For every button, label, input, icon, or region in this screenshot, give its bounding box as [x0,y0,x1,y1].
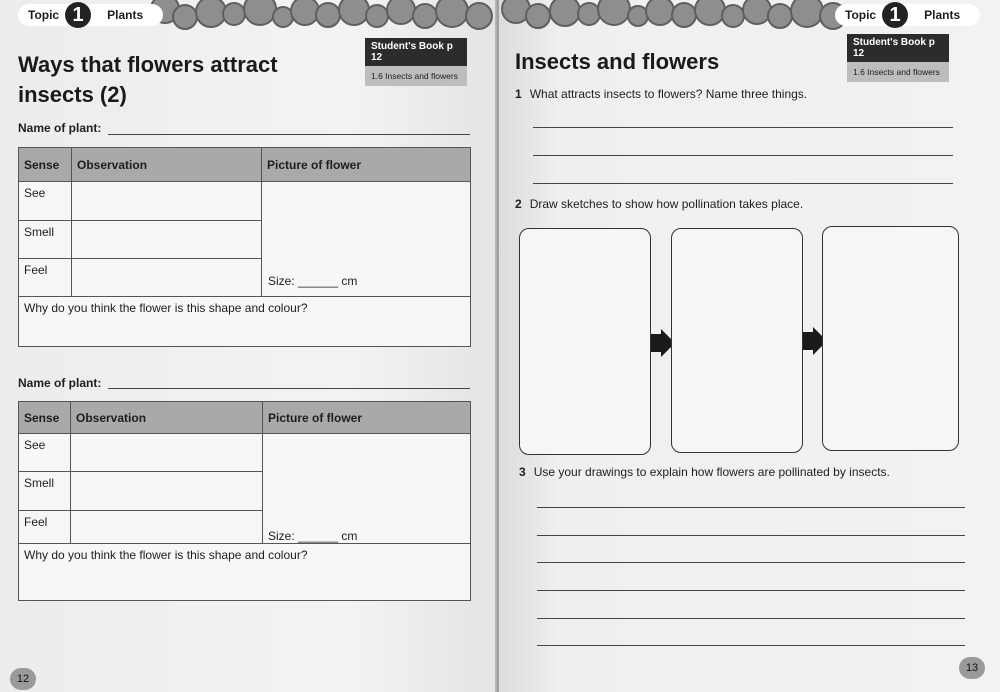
header-observation: Observation [72,148,262,182]
question-text: Draw sketches to show how pollination takes place. [529,197,804,211]
ref-book: Student's Book p 12 [365,38,467,66]
topic-label: Topic [845,8,877,22]
row-sense-feel: Feel [19,511,71,544]
observation-cell[interactable] [72,221,262,259]
answer-line[interactable] [533,127,953,128]
question-number: 3 [519,465,526,479]
observation-table [18,147,471,347]
size-label: Size: ______ cm [268,529,358,543]
right-page [499,0,1000,692]
topic-badge [18,4,163,26]
page-number: 12 [10,668,36,690]
topic-name: Plants [97,6,153,24]
topic-label: Topic [28,8,60,22]
answer-line[interactable] [537,535,965,536]
answer-line[interactable] [533,183,953,184]
answer-line[interactable] [537,590,965,591]
answer-line[interactable] [537,507,965,508]
size-label: Size: ______ cm [268,274,358,288]
answer-line[interactable] [537,645,965,646]
header-sense: Sense [19,148,72,182]
sketch-box-3[interactable] [822,226,959,451]
observation-table [18,401,471,601]
row-sense-smell: Smell [19,472,71,511]
observation-cell[interactable] [71,511,263,544]
answer-line[interactable] [537,562,965,563]
question-text: Use your drawings to explain how flowers are pollinated by insects. [533,465,890,479]
shape-colour-question[interactable]: Why do you think the flower is this shape and colour? [19,297,471,347]
plant-name-label: Name of plant: [18,376,102,390]
ref-section: 1.6 Insects and flowers [847,62,949,82]
row-sense-smell: Smell [19,221,72,259]
ref-section: 1.6 Insects and flowers [365,66,467,86]
question-number: 2 [515,197,522,211]
students-book-ref [847,34,949,82]
page-title-line2: insects (2) [18,82,127,107]
plant-name-line[interactable] [108,134,470,135]
students-book-ref [365,38,467,86]
left-page [0,0,497,692]
page-title: Insects and flowers [515,49,720,74]
header-picture: Picture of flower [263,402,471,434]
row-sense-see: See [19,182,72,221]
topic-number: 1 [882,2,908,28]
plant-name-label: Name of plant: [18,121,102,135]
header-observation: Observation [71,402,263,434]
row-sense-see: See [19,434,71,472]
page-number: 13 [959,657,985,679]
question-3 [519,465,890,479]
picture-cell[interactable] [263,434,471,544]
question-text: What attracts insects to flowers? Name three things. [529,87,808,101]
topic-number: 1 [65,2,91,28]
question-2 [515,197,803,211]
question-number: 1 [515,87,522,101]
row-sense-feel: Feel [19,259,72,297]
ref-book: Student's Book p 12 [847,34,949,62]
answer-line[interactable] [533,155,953,156]
observation-cell[interactable] [71,434,263,472]
observation-cell[interactable] [72,259,262,297]
sketch-box-1[interactable] [519,228,651,455]
topic-name: Plants [914,6,970,24]
topic-badge [835,4,980,26]
header-picture: Picture of flower [262,148,471,182]
answer-line[interactable] [537,618,965,619]
observation-cell[interactable] [72,182,262,221]
page-title-line1: Ways that flowers attract [18,52,278,77]
plant-name-line[interactable] [108,388,470,389]
sketch-box-2[interactable] [671,228,803,453]
observation-cell[interactable] [71,472,263,511]
shape-colour-question[interactable]: Why do you think the flower is this shape and colour? [19,544,471,601]
header-sense: Sense [19,402,71,434]
question-1 [515,87,807,101]
